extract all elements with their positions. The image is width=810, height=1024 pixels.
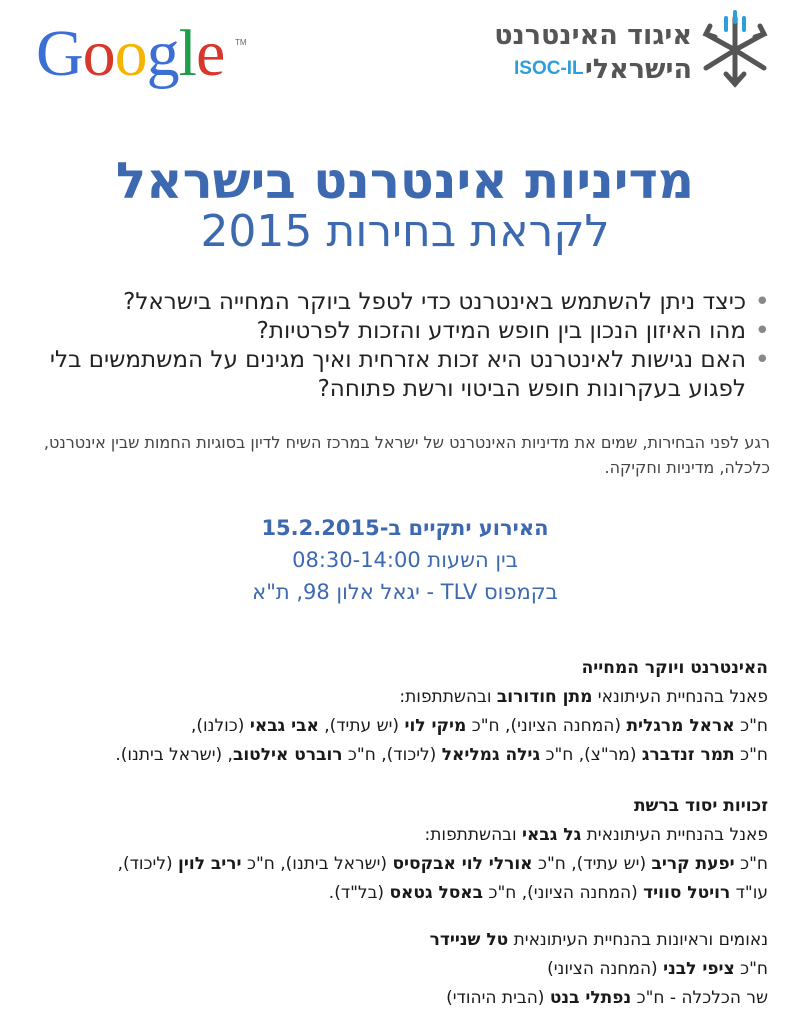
person-name: אורלי לוי אבקסיס (392, 854, 533, 874)
isoc-latin-name: ISOC-IL (514, 58, 584, 79)
text-run: שר הכלכלה - ח"כ (631, 988, 768, 1008)
text-run: עו"ד (730, 883, 768, 903)
panel-heading: האינטרנט ויוקר המחייה (581, 658, 768, 678)
person-name: יפעת קריב (651, 854, 735, 874)
person-name: גילה גמליאל (441, 745, 541, 765)
speaker-line (28, 955, 768, 984)
person-name: רוברט אילטוב (232, 745, 343, 765)
moderator-name: טל שניידר (429, 930, 509, 950)
google-letter: e (196, 17, 225, 90)
text-run: (המחנה הציוני) (547, 959, 664, 979)
google-letter: l (178, 17, 197, 90)
moderator-name: גל גבאי (522, 825, 582, 845)
google-letter: o (114, 17, 147, 90)
event-date: האירוע יתקיים ב-15.2.2015 (261, 516, 549, 540)
text-run: (המחנה הציוני), ח"כ (483, 883, 644, 903)
google-letter: g (146, 17, 179, 90)
panel-heading: זכויות יסוד ברשת (633, 796, 768, 816)
intro-paragraph: רגע לפני הבחירות, שמים את מדיניות האינטרנט של ישראל במרכז השיח לדיון בסוגיות החמות שבין אינטרנט, כלכלה, מדיניות וחקיקה. (43, 433, 770, 477)
text-run: ח"כ (734, 959, 768, 979)
text-run: (כולנו), (191, 716, 250, 736)
text-run: (יש עתיד), (318, 716, 405, 736)
participants-line (28, 850, 768, 879)
speeches-intro (28, 926, 768, 955)
person-name: תמר זנדברג (641, 745, 735, 765)
question-list (40, 288, 770, 404)
person-name: אראל מרגלית (626, 716, 735, 736)
person-name: יריב לוין (178, 854, 242, 874)
page-subtitle: לקראת בחירות 2015 (200, 206, 610, 257)
panel-moderator-line (28, 821, 768, 850)
isoc-name-line1: איגוד האינטרנט (494, 20, 692, 51)
text-run: (ליכוד), ח"כ (342, 745, 442, 765)
person-name: מיקי לוי (404, 716, 467, 736)
person-name: באסל גטאס (389, 883, 484, 903)
text-run: (בל"ד). (328, 883, 390, 903)
person-name: אבי גבאי (249, 716, 319, 736)
person-name: ציפי לבני (663, 959, 735, 979)
participants-line (28, 879, 768, 908)
event-details (0, 512, 810, 608)
participants-line (28, 741, 768, 770)
person-name: רויטל סוויד (643, 883, 731, 903)
text-run: ח"כ (734, 745, 768, 765)
moderator-suffix: ובהשתתפות: (424, 825, 517, 845)
text-run: , (ישראל ביתנו). (115, 745, 233, 765)
moderator-suffix: ובהשתתפות: (399, 687, 492, 707)
panel-moderator-line (28, 683, 768, 712)
panel-basic-rights-online (28, 792, 768, 908)
participants-line (28, 712, 768, 741)
google-letter: G (36, 17, 83, 90)
list-item: • האם נגישות לאינטרנט היא זכות אזרחית ואיך מגינים על המשתמשים בלי לפגוע בעקרונות חופש הביטוי ורשת פתוחה? (40, 346, 770, 404)
isoc-il-logo (494, 8, 774, 98)
event-location: בקמפוס TLV - יגאל אלון 98, ת"א (252, 580, 558, 604)
google-trademark: TM (235, 38, 247, 47)
text-run: (מר"צ), ח"כ (540, 745, 642, 765)
speeches-section (28, 926, 768, 1013)
google-letter: o (82, 17, 115, 90)
moderator-prefix: פאנל בהנחיית העיתונאית (586, 825, 768, 845)
moderator-name: מתן חודורוב (496, 687, 593, 707)
list-item: • מהו האיזון הנכון בין חופש המידע והזכות לפרטיות? (40, 317, 770, 346)
text-run: ח"כ (734, 716, 768, 736)
speaker-line (28, 984, 768, 1013)
text-run: ח"כ (734, 854, 768, 874)
snowflake-network-icon (696, 10, 774, 90)
text-run: (יש עתיד), ח"כ (532, 854, 652, 874)
text-run: (הבית היהודי) (446, 988, 550, 1008)
google-logo (36, 16, 224, 92)
event-hours: בין השעות 08:30-14:00 (292, 548, 518, 572)
page-title: מדיניות אינטרנט בישראל (115, 152, 695, 210)
panel-cost-of-living (28, 654, 768, 770)
text-run: (ישראל ביתנו), ח"כ (241, 854, 393, 874)
isoc-name-line2: הישראלי (584, 54, 692, 85)
moderator-prefix: פאנל בהנחיית העיתונאי (597, 687, 768, 707)
person-name: נפתלי בנט (549, 988, 632, 1008)
text-run: (ליכוד), (117, 854, 179, 874)
text-run: (המחנה הציוני), ח"כ (466, 716, 627, 736)
speeches-prefix: נאומים וראיונות בהנחיית העיתונאית (513, 930, 768, 950)
list-item: • כיצד ניתן להשתמש באינטרנט כדי לטפל ביוקר המחייה בישראל? (40, 288, 770, 317)
